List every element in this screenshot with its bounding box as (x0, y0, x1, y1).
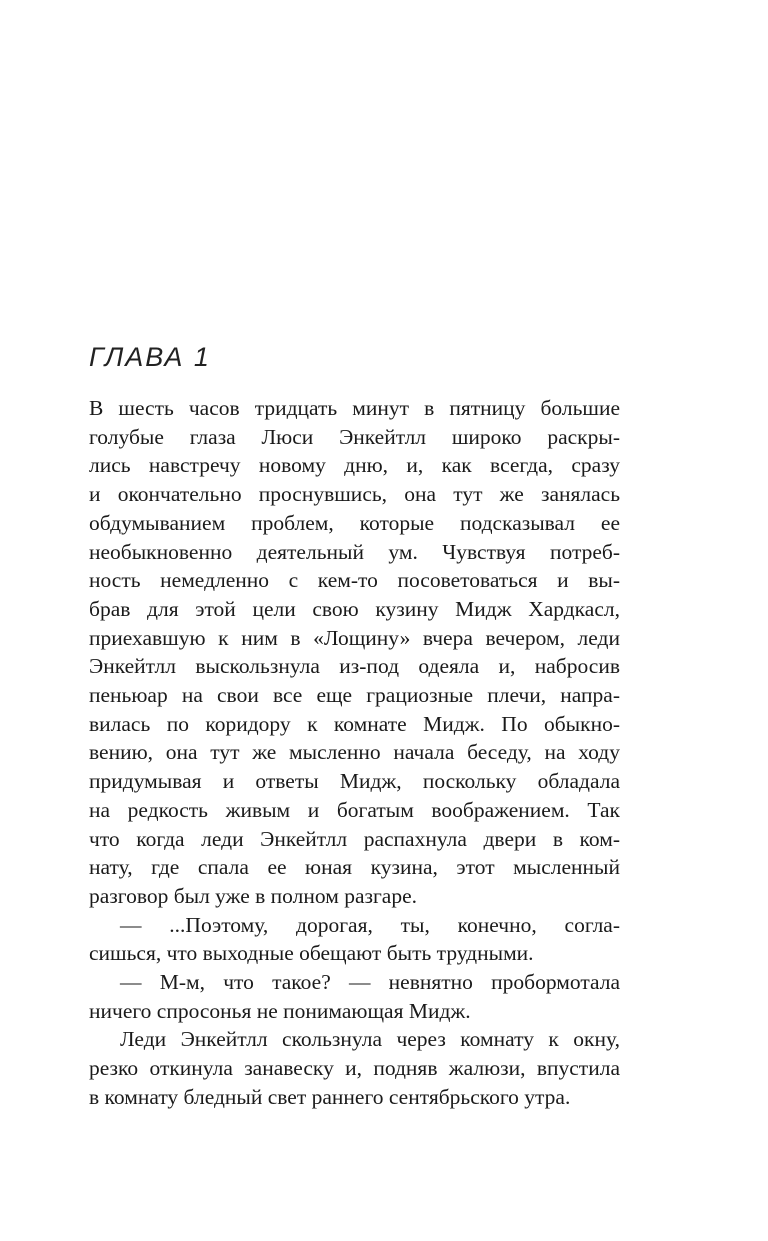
paragraph-3 (89, 968, 620, 1025)
chapter-title: ГЛАВА 1 (89, 342, 211, 372)
text-line: голубые глаза Люси Энкейтлл широко раскры- (89, 424, 620, 449)
text-line: придумывая и ответы Мидж, поскольку обладала (89, 769, 620, 794)
text-line: сишься, что выходные обещают быть трудными. (89, 941, 534, 966)
text-line: необыкновенно деятельный ум. Чувствуя потреб- (89, 539, 620, 564)
text-line: разговор был уже в полном разгаре. (89, 883, 418, 908)
text-line: брав для этой цели свою кузину Мидж Хардкасл, (89, 596, 620, 621)
text-line: — ...Поэтому, дорогая, ты, конечно, согла- (120, 912, 620, 937)
paragraph-2 (89, 911, 620, 968)
text-line: вению, она тут же мысленно начала беседу, на ходу (89, 740, 620, 765)
text-line: пеньюар на свои все еще грациозные плечи, напра- (89, 683, 620, 708)
text-line: резко откинула занавеску и, подняв жалюзи, впустила (89, 1056, 620, 1081)
text-line: и окончательно проснувшись, она тут же занялась (89, 482, 620, 507)
text-line: Энкейтлл выскользнула из-под одеяла и, набросив (89, 654, 620, 679)
text-line: нату, где спала ее юная кузина, этот мысленный (89, 855, 620, 880)
text-line: приехавшую к ним в «Лощину» вчера вечером, леди (89, 625, 620, 650)
paragraph-4 (89, 1025, 620, 1111)
paragraph-1 (89, 394, 620, 911)
text-line: вилась по коридору к комнате Мидж. По обыкно- (89, 711, 620, 736)
text-line: в комнату бледный свет раннего сентябрьского утра. (89, 1084, 571, 1109)
text-line: — М-м, что такое? — невнятно пробормотала (120, 970, 620, 995)
chapter-body (89, 394, 620, 1112)
text-line: лись навстречу новому дню, и, как всегда, сразу (89, 453, 620, 478)
text-line: ничего спросонья не понимающая Мидж. (89, 998, 471, 1023)
text-line: что когда леди Энкейтлл распахнула двери в ком- (89, 826, 620, 851)
text-line: В шесть часов тридцать минут в пятницу большие (89, 396, 620, 420)
text-line: Леди Энкейтлл скользнула через комнату к окну, (120, 1027, 620, 1052)
text-line: обдумыванием проблем, которые подсказывал ее (89, 510, 620, 535)
text-line: на редкость живым и богатым воображением. Так (89, 797, 620, 822)
text-line: ность немедленно с кем-то посоветоваться и вы- (89, 568, 620, 593)
